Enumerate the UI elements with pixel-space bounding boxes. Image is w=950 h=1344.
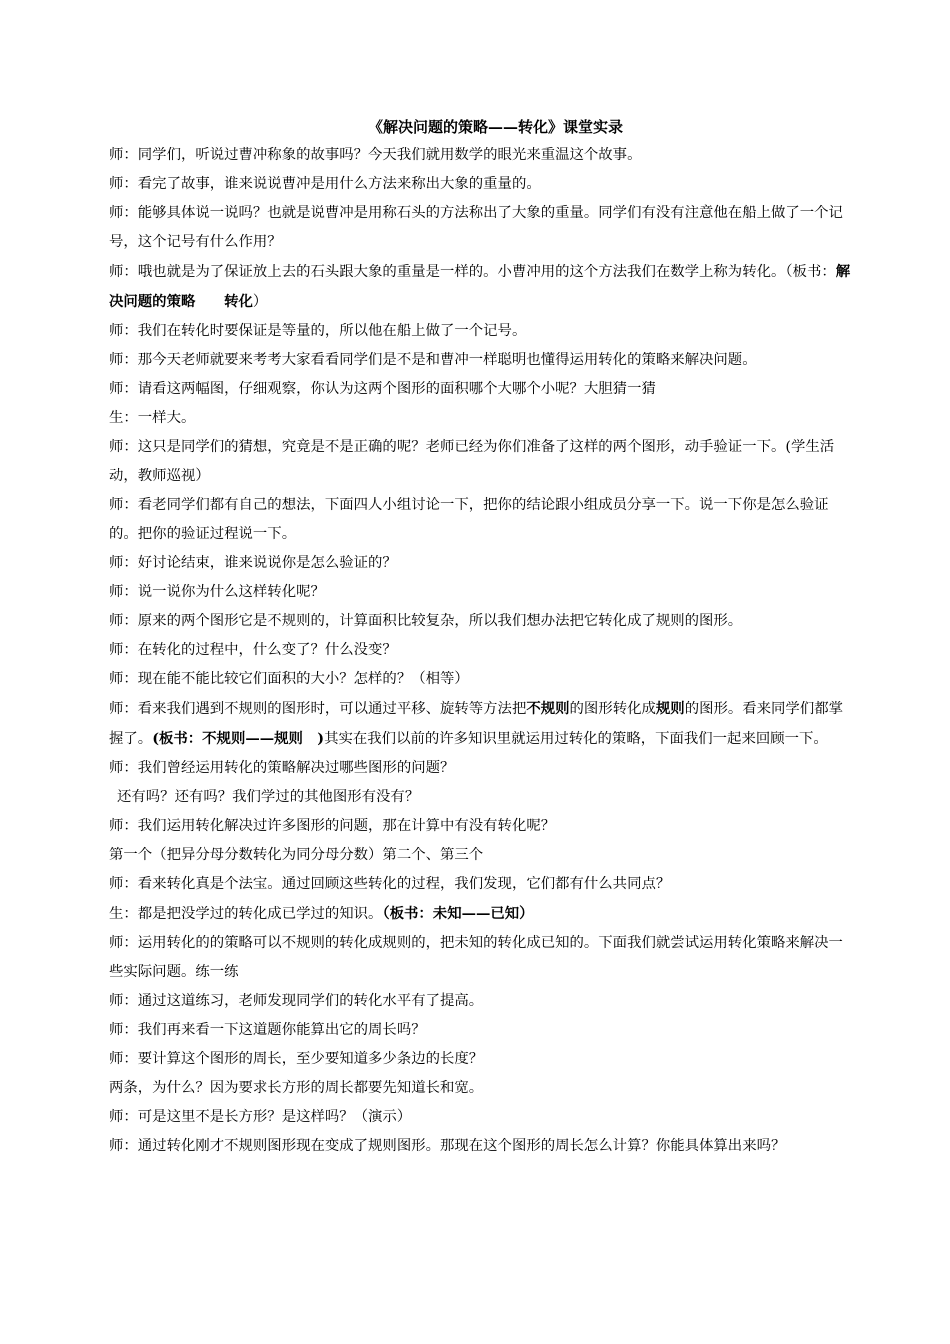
document-page [109,113,854,1161]
paragraph [109,812,854,841]
paragraph [109,1103,854,1132]
paragraph [109,404,854,433]
text-run: 师：现在能不能比较它们面积的大小？怎样的？（相等） [109,671,469,687]
document-title: 《解决问题的策略——转化》课堂实录 [367,118,623,136]
text-run: 师：看来转化真是个法宝。通过回顾这些转化的过程，我们发现，它们都有什么共同点？ [109,876,671,892]
text-run: 师：能够具体说一说吗？也就是说曹冲是用称石头的方法称出了大象的重量。同学们有没有注意他在船上做了一个记号，这个记号有什么作用？ [109,205,843,250]
paragraph [109,1132,854,1161]
paragraph [109,665,854,694]
paragraph [109,1074,854,1103]
text-run: 师：我们运用转化解决过许多图形的问题，那在计算中有没有转化呢？ [109,818,556,834]
text-run: ） [252,294,268,310]
text-run: 师：好讨论结束，谁来说说你是怎么验证的？ [109,555,397,571]
paragraph [109,1016,854,1045]
paragraph [109,987,854,1016]
bold-text: (板书：不规则——规则 ) [152,730,325,747]
paragraph [109,257,854,317]
paragraph [109,607,854,636]
text-run: 生：一样大。 [109,410,196,426]
paragraph [109,1045,854,1074]
text-run: 的图形转化成 [569,701,656,717]
paragraph [109,754,854,783]
text-run: 其实在我们以前的许多知识里就运用过转化的策略，下面我们一起来回顾一下。 [324,731,828,747]
paragraph [109,870,854,899]
paragraph [109,636,854,665]
text-run: 师：请看这两幅图，仔细观察，你认为这两个图形的面积哪个大哪个小呢？大胆猜一猜 [109,381,656,397]
text-run: 师：看来我们遇到不规则的图形时，可以通过平移、旋转等方法把 [109,701,527,717]
paragraph [109,346,854,375]
text-run: 师：要计算这个图形的周长，至少要知道多少条边的长度？ [109,1051,484,1067]
text-run: 师：通过转化刚才不规则图形现在变成了规则图形。那现在这个图形的周长怎么计算？你能具体算出来吗？ [109,1138,786,1154]
text-run: 师：看完了故事，谁来说说曹冲是用什么方法来称出大象的重量的。 [109,176,541,192]
paragraph [109,199,854,257]
paragraph [109,929,854,987]
text-run: 师：我们曾经运用转化的策略解决过哪些图形的问题？ [109,760,455,776]
text-run: 师：我们再来看一下这道题你能算出它的周长吗？ [109,1022,426,1038]
paragraph [109,899,854,929]
document-body [109,141,854,1161]
text-run: 师：这只是同学们的猜想，究竟是不是正确的呢？老师已经为你们准备了这样的两个图形，动手验证一下。(学生活动，教师巡视） [109,439,835,484]
paragraph [109,491,854,549]
paragraph [109,375,854,404]
text-run: 还有吗？还有吗？我们学过的其他图形有没有？ [117,789,420,805]
text-run: 师：同学们，听说过曹冲称象的故事吗？今天我们就用数学的眼光来重温这个故事。 [109,147,642,163]
paragraph [109,170,854,199]
paragraph [109,694,854,754]
text-run: 两条，为什么？因为要求长方形的周长都要先知道长和宽。 [109,1080,484,1096]
paragraph [109,433,854,491]
bold-text: 不规则 [526,700,570,717]
paragraph [109,141,854,170]
text-run: 师：可是这里不是长方形？是这样吗？（演示） [109,1109,412,1125]
text-run: 师：运用转化的的策略可以不规则的转化成规则的，把未知的转化成已知的。下面我们就尝试运用转化策略来解决一些实际问题。练一练 [109,935,843,980]
text-run: 师：在转化的过程中，什么变了？什么没变？ [109,642,397,658]
text-run: 第一个（把异分母分数转化为同分母分数）第二个、第三个 [109,847,484,863]
paragraph [109,317,854,346]
text-run: 师：哦也就是为了保证放上去的石头跟大象的重量是一样的。小曹冲用的这个方法我们在数学上称为转化。（板书： [109,264,836,280]
text-run: 师：看老同学们都有自己的想法，下面四人小组讨论一下，把你的结论跟小组成员分享一下。说一下你是怎么验证的。把你的验证过程说一下。 [109,497,829,542]
text-run: 师：通过这道练习，老师发现同学们的转化水平有了提高。 [109,993,484,1009]
paragraph [109,841,854,870]
text-run: 师：那今天老师就要来考考大家看看同学们是不是和曹冲一样聪明也懂得运用转化的策略来解决问题。 [109,352,757,368]
paragraph [109,783,854,812]
text-run: 的图形。看来同学们都掌握了。 [109,701,843,747]
text-run: 师：说一说你为什么这样转化呢？ [109,584,325,600]
text-run: 师：我们在转化时要保证是等量的，所以他在船上做了一个记号。 [109,323,527,339]
bold-text: 规则 [655,700,685,717]
bold-text: （板书：未知——已知） [382,905,534,922]
text-run: 生：都是把没学过的转化成已学过的知识。 [109,906,383,922]
text-run: 师：原来的两个图形它是不规则的，计算面积比较复杂，所以我们想办法把它转化成了规则的图形。 [109,613,743,629]
paragraph [109,578,854,607]
paragraph [109,549,854,578]
bold-text: 解决问题的策略 转化 [109,263,851,310]
